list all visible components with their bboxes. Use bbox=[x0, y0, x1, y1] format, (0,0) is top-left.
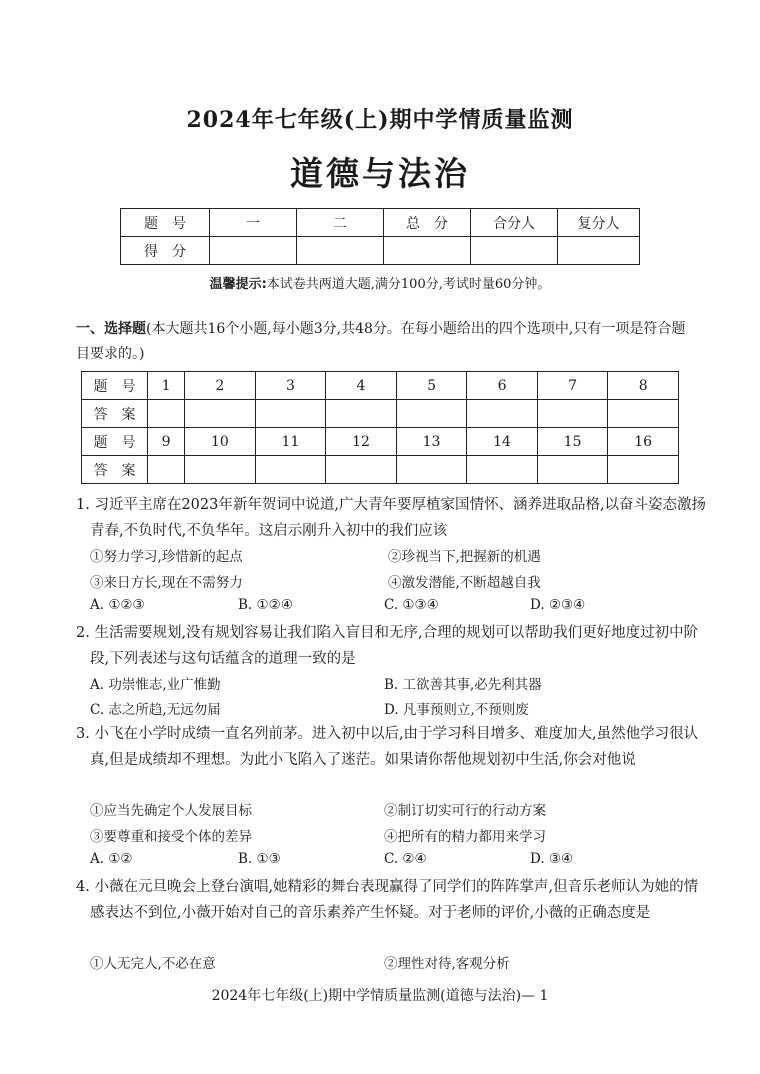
question-item: ④激发潜能,不断超越自我 bbox=[388, 575, 541, 591]
answer-blank-cell bbox=[537, 456, 608, 484]
score-cell: 复分人 bbox=[558, 209, 640, 237]
question-item: ②理性对待,客观分析 bbox=[384, 956, 510, 972]
question-3-stem: 3. 小飞在小学时成绩一直名列前茅。进入初中以后,由于学习科目增多、难度加大,虽然他学习很认真,但是成绩却不理想。为此小飞陷入了迷茫。如果请你帮他规划初中生活,你会对他说 bbox=[76, 726, 699, 768]
answer-row-label: 答 案 bbox=[82, 400, 148, 428]
answer-number-cell: 12 bbox=[326, 428, 397, 456]
score-cell: 一 bbox=[210, 209, 297, 237]
answer-number-cell: 10 bbox=[185, 428, 256, 456]
answer-blank-row bbox=[82, 400, 679, 428]
answer-number-cell: 13 bbox=[396, 428, 467, 456]
question-1-options bbox=[90, 597, 585, 613]
question-item: ②珍视当下,把握新的机遇 bbox=[388, 549, 541, 565]
answer-option: D. 凡事预则立,不预则废 bbox=[384, 702, 529, 718]
answer-blank-cell bbox=[255, 400, 326, 428]
answer-blank-cell bbox=[148, 456, 185, 484]
answer-number-cell: 5 bbox=[396, 372, 467, 400]
answer-number-cell: 6 bbox=[467, 372, 538, 400]
answer-blank-cell bbox=[467, 456, 538, 484]
answer-blank-cell bbox=[148, 400, 185, 428]
answer-option: A. ①②③ bbox=[90, 597, 145, 613]
question-2-options-row bbox=[90, 673, 542, 693]
section-instructions: (本大题共16个小题,每小题3分,共48分。在每小题给出的四个选项中,只有一项是符合题目要求的。) bbox=[76, 321, 686, 362]
score-cell: 总 分 bbox=[384, 209, 471, 237]
question-3-items-row bbox=[90, 799, 546, 819]
answer-question-row bbox=[82, 372, 679, 400]
answer-blank-cell bbox=[326, 456, 397, 484]
section-title: 一、选择题 bbox=[76, 321, 146, 337]
question-1-stem: 1. 习近平主席在2023年新年贺词中说道,广大青年要厚植家国情怀、涵养进取品格,以奋斗姿态激扬青春,不负时代,不负华年。这启示刚升入初中的我们应该 bbox=[76, 497, 707, 539]
answer-number-cell: 3 bbox=[255, 372, 326, 400]
answer-number-cell: 9 bbox=[148, 428, 185, 456]
tip-text: 本试卷共两道大题,满分100分,考试时量60分钟。 bbox=[266, 277, 551, 292]
answer-option: B. 工欲善其事,必先利其器 bbox=[384, 677, 542, 693]
question-1-items-row bbox=[90, 571, 541, 591]
answer-number-cell: 7 bbox=[537, 372, 608, 400]
question-item: ④把所有的精力都用来学习 bbox=[384, 829, 546, 845]
score-cell: 二 bbox=[297, 209, 384, 237]
answer-option: C. 志之所趋,无远勿届 bbox=[90, 702, 221, 718]
question-3-items-row bbox=[90, 825, 546, 845]
answer-number-cell: 8 bbox=[608, 372, 679, 400]
answer-row-label: 题 号 bbox=[82, 428, 148, 456]
answer-blank-cell bbox=[326, 400, 397, 428]
answer-blank-cell bbox=[537, 400, 608, 428]
question-item: ③来日方长,现在不需努力 bbox=[90, 575, 243, 591]
answer-number-cell: 11 bbox=[255, 428, 326, 456]
answer-number-cell: 14 bbox=[467, 428, 538, 456]
page-footer: 2024年七年级(上)期中学情质量监测(道德与法治)— 1 bbox=[211, 988, 549, 1004]
answer-blank-cell bbox=[608, 456, 679, 484]
question-4-items-row bbox=[90, 952, 510, 972]
answer-option: C. ①③④ bbox=[384, 597, 439, 613]
exam-title: 2024年七年级(上)期中学情质量监测 bbox=[186, 107, 574, 133]
answer-number-cell: 16 bbox=[608, 428, 679, 456]
score-blank-cell bbox=[210, 237, 297, 265]
section-heading bbox=[76, 317, 696, 367]
question-1-items-row bbox=[90, 545, 541, 565]
exam-tip bbox=[0, 273, 760, 292]
answer-number-cell: 15 bbox=[537, 428, 608, 456]
answer-number-cell: 2 bbox=[185, 372, 256, 400]
question-3-options bbox=[90, 851, 573, 867]
answer-number-cell: 4 bbox=[326, 372, 397, 400]
question-item: ①应当先确定个人发展目标 bbox=[90, 803, 252, 819]
answer-blank-cell bbox=[608, 400, 679, 428]
score-table-header-row bbox=[121, 209, 640, 237]
answer-blank-cell bbox=[396, 456, 467, 484]
question-item: ③要尊重和接受个体的差异 bbox=[90, 829, 252, 845]
score-blank-cell bbox=[384, 237, 471, 265]
answer-option: B. ①②④ bbox=[238, 597, 293, 613]
score-blank-cell bbox=[471, 237, 558, 265]
answer-blank-cell bbox=[396, 400, 467, 428]
question-item: ①努力学习,珍惜新的起点 bbox=[90, 549, 243, 565]
question-item: ①人无完人,不必在意 bbox=[90, 956, 216, 972]
score-blank-cell bbox=[297, 237, 384, 265]
subject-title: 道德与法治 bbox=[290, 154, 470, 193]
answer-blank-cell bbox=[255, 456, 326, 484]
answer-row-label: 题 号 bbox=[82, 372, 148, 400]
answer-option: A. ①② bbox=[90, 851, 133, 867]
answer-row-label: 答 案 bbox=[82, 456, 148, 484]
answer-option: A. 功崇惟志,业广惟勤 bbox=[90, 677, 221, 693]
answer-option: D. ③④ bbox=[530, 851, 574, 867]
answer-question-row bbox=[82, 428, 679, 456]
score-blank-cell bbox=[558, 237, 640, 265]
question-2-options-row bbox=[90, 698, 529, 718]
score-cell: 题 号 bbox=[121, 209, 210, 237]
answer-option: D. ②③④ bbox=[530, 597, 586, 613]
question-item: ②制订切实可行的行动方案 bbox=[384, 803, 546, 819]
answer-blank-row bbox=[82, 456, 679, 484]
question-4-stem: 4. 小薇在元旦晚会上登台演唱,她精彩的舞台表现赢得了同学们的阵阵掌声,但音乐老师认为她的情感表达不到位,小薇开始对自己的音乐素养产生怀疑。对于老师的评价,小薇的正确态度是 bbox=[76, 879, 699, 921]
score-table-score-row bbox=[121, 237, 640, 265]
tip-label: 温馨提示: bbox=[209, 277, 267, 292]
answer-table bbox=[81, 371, 679, 484]
question-2-stem: 2. 生活需要规划,没有规划容易让我们陷入盲目和无序,合理的规划可以帮助我们更好地度过初中阶段,下列表述与这句话蕴含的道理一致的是 bbox=[76, 625, 699, 667]
answer-blank-cell bbox=[467, 400, 538, 428]
answer-blank-cell bbox=[185, 400, 256, 428]
answer-option: C. ②④ bbox=[384, 851, 427, 867]
answer-number-cell: 1 bbox=[148, 372, 185, 400]
score-cell: 合分人 bbox=[471, 209, 558, 237]
score-row-label: 得 分 bbox=[121, 237, 210, 265]
answer-option: B. ①③ bbox=[238, 851, 281, 867]
answer-blank-cell bbox=[185, 456, 256, 484]
score-table bbox=[120, 208, 640, 265]
